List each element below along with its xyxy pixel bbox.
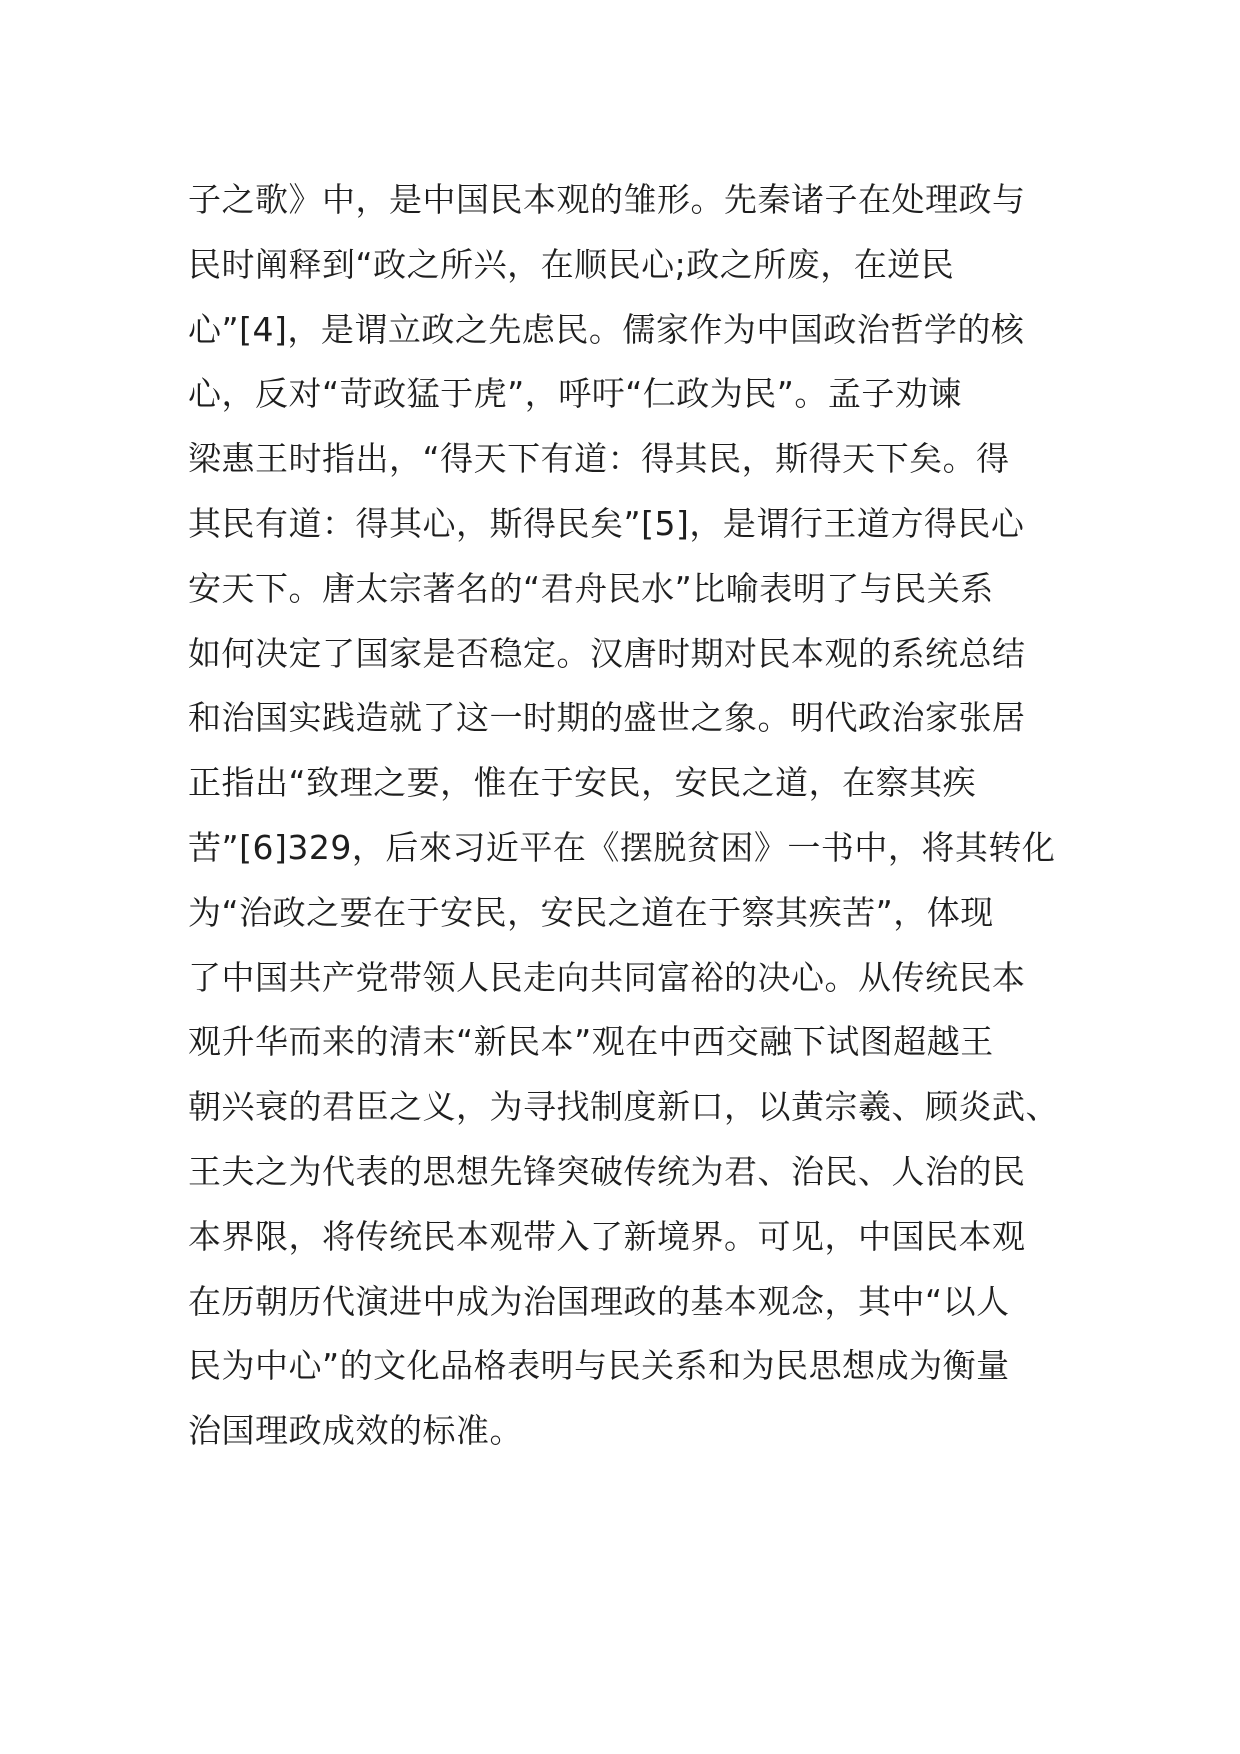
text-line: 苦”[6]329，后來习近平在《摆脱贫困》一书中，将其转化 [188,827,1056,867]
text-line: 心，反对“苛政猛于虎”，呼吁“仁政为民”。孟子劝谏 [188,374,962,414]
text-line: 观升华而来的清末“新民本”观在中西交融下试图超越王 [188,1022,994,1062]
text-line: 心”[4]，是谓立政之先虑民。儒家作为中国政治哲学的核 [188,309,1025,349]
body-paragraph [188,168,1078,1464]
text-line: 治国理政成效的标准。 [188,1411,523,1451]
text-line: 本界限，将传统民本观带入了新境界。可见，中国民本观 [188,1216,1026,1256]
text-line: 朝兴衰的君臣之义，为寻找制度新口，以黄宗羲、顾炎武、 [188,1087,1059,1127]
text-line: 正指出“致理之要，惟在于安民，安民之道，在察其疾 [188,763,977,803]
text-line: 如何决定了国家是否稳定。汉唐时期对民本观的系统总结 [188,633,1026,673]
text-line: 安天下。唐太宗著名的“君舟民水”比喻表明了与民关系 [188,568,994,608]
text-line: 了中国共产党带领人民走向共同富裕的决心。从传统民本 [188,957,1026,997]
text-line: 在历朝历代演进中成为治国理政的基本观念，其中“以人 [188,1281,1010,1321]
text-line: 子之歌》中，是中国民本观的雏形。先秦诸子在处理政与 [188,180,1026,219]
text-line: 梁惠王时指出，“得天下有道：得其民，斯得天下矣。得 [188,439,1010,479]
text-line: 其民有道：得其心，斯得民矣”[5]，是谓行王道方得民心 [188,503,1025,543]
text-line: 民时阐释到“政之所兴，在顺民心;政之所废，在逆民 [188,244,955,284]
text-line: 为“治政之要在于安民，安民之道在于察其疾苦”，体现 [188,892,994,932]
text-line: 和治国实践造就了这一时期的盛世之象。明代政治家张居 [188,698,1026,738]
text-line: 民为中心”的文化品格表明与民关系和为民思想成为衡量 [188,1346,1010,1386]
text-line: 王夫之为代表的思想先锋突破传统为君、治民、人治的民 [188,1151,1026,1191]
